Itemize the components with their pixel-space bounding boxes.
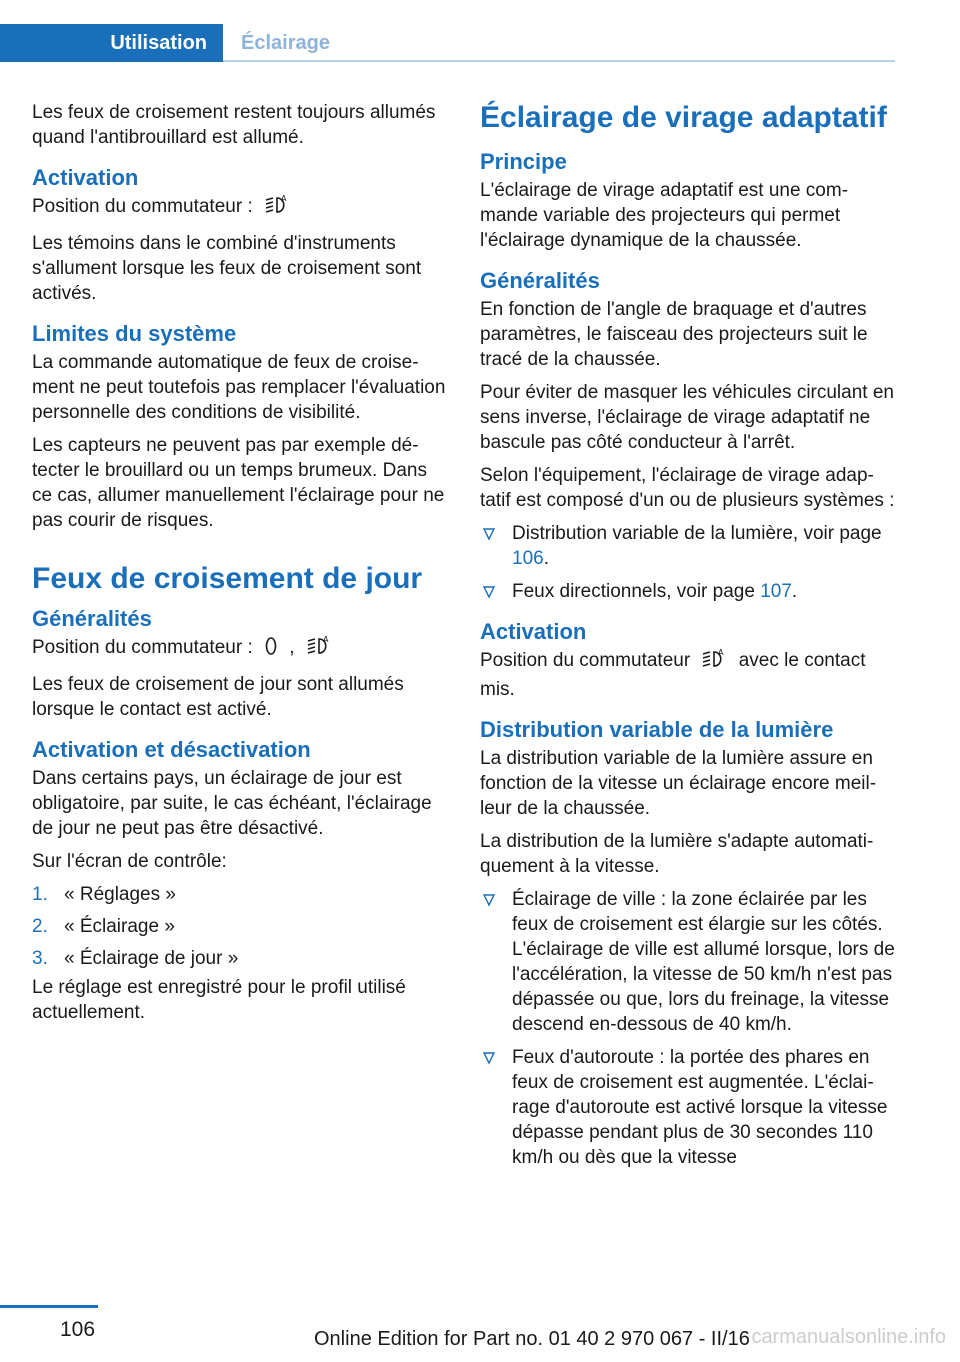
activation-text: Les témoins dans le combiné d'instruments s'allument lorsque les feux de croisement sont activés. xyxy=(32,233,422,304)
feux-jour-title: Feux de croisement de jour xyxy=(32,562,423,595)
list-item-text: Feux directionnels, voir page xyxy=(512,581,755,602)
step-number: 1. xyxy=(32,884,48,905)
intro-paragraph: Les feux de croisement restent toujours allumés quand l'antibrouillard est allumé. xyxy=(32,102,436,148)
watermark: carmanualsonline.info xyxy=(751,1326,946,1348)
right-column xyxy=(480,100,898,1178)
principe-text: L'éclairage de virage adaptatif est une commande variable des projecteurs qui permet l'éclairage dynamique de la chaussée. xyxy=(480,180,849,251)
activation-right-text xyxy=(480,648,898,702)
svg-text:A: A xyxy=(718,648,724,657)
page-number: 106 xyxy=(60,1318,96,1341)
activation-text-after: avec le contact mis. xyxy=(480,650,866,700)
light-switch-zero-icon xyxy=(262,635,280,664)
ecran-controle-text: Sur l'écran de contrôle: xyxy=(32,851,227,872)
activation-desactivation-text: Dans certains pays, un éclairage de jour est obligatoire, par suite, le cas échéant, l'éclairage de jour ne peut pas être désactivé. xyxy=(32,768,432,839)
generalites-paragraph-3: Selon l'équipement, l'éclairage de virage adaptatif est composé d'un ou de plusieurs systèmes : xyxy=(480,465,895,511)
feux-jour-position xyxy=(32,635,450,664)
activation-desactivation-heading: Activation et désactivation xyxy=(32,737,311,762)
svg-text:A: A xyxy=(281,194,287,203)
auto-headlight-icon xyxy=(262,194,292,223)
list-item-end: . xyxy=(543,548,549,569)
activation-right-heading: Activation xyxy=(480,619,587,644)
distribution-heading: Distribution variable de la lumière xyxy=(480,717,834,742)
list-item xyxy=(480,887,898,1037)
feux-jour-generalites-text: Les feux de croisement de jour sont allumés lorsque le contact est activé. xyxy=(32,674,404,720)
principe-heading: Principe xyxy=(480,149,567,174)
distribution-paragraph-2: La distribution de la lumière s'adapte automatiquement à la vitesse. xyxy=(480,831,874,877)
section-tab-utilisation: Utilisation xyxy=(0,24,223,62)
activation-text-before: Position du commutateur xyxy=(480,650,691,671)
closing-paragraph: Le réglage est enregistré pour le profil utilisé actuellement. xyxy=(32,977,406,1023)
settings-steps-list xyxy=(32,882,450,971)
systems-list xyxy=(480,521,898,604)
svg-text:A: A xyxy=(322,635,329,644)
generalites-paragraph-2: Pour éviter de masquer les véhicules circulant en sens inverse, l'éclairage de virage adaptatif ne bascule pas côté conducteur à l'arrêt. xyxy=(480,382,894,453)
footer-divider xyxy=(0,1305,98,1308)
list-item xyxy=(480,579,898,604)
list-item xyxy=(480,521,898,571)
virage-adaptatif-title: Éclairage de virage adaptatif xyxy=(480,101,887,134)
section-tab-eclairage: Éclairage xyxy=(241,31,330,54)
step-label: « Éclairage » xyxy=(64,916,175,937)
edition-info: Online Edition for Part no. 01 40 2 970 067 - II/16 xyxy=(314,1328,750,1350)
list-item xyxy=(32,946,450,971)
auto-headlight-icon xyxy=(699,648,729,677)
header-divider xyxy=(223,60,895,62)
activation-position xyxy=(32,194,450,223)
page-header xyxy=(0,0,960,62)
list-item xyxy=(480,1045,898,1170)
step-number: 2. xyxy=(32,916,48,937)
left-column xyxy=(32,100,450,1033)
step-label: « Réglages » xyxy=(64,884,176,905)
feux-jour-generalites-heading: Généralités xyxy=(32,606,152,631)
bullet-triangle-icon xyxy=(482,1048,496,1073)
icon-separator-comma: , xyxy=(289,637,295,658)
list-item-text: Éclairage de ville : la zone éclairée par les feux de croisement est élargie sur les côtés. L'éclairage de ville est allumé lorsque, lors de l'accélération, la vitesse de 50 km/h n'est pas dépassée ou que, lors du freinage, la vitesse descend en-dessous de 40 km/h. xyxy=(512,889,895,1035)
limites-heading: Limites du système xyxy=(32,321,237,346)
list-item xyxy=(32,882,450,907)
limites-paragraph-1: La commande automatique de feux de croisement ne peut toutefois pas remplacer l'évaluation personnelle des conditions de visibilité. xyxy=(32,352,446,423)
list-item-text: Feux d'autoroute : la portée des phares en feux de croisement est augmentée. L'éclairage d'autoroute est activé lorsque la vitesse dépasse pendant plus de 30 secondes 110 km/h ou dès que la vitesse xyxy=(512,1047,888,1168)
bullet-triangle-icon xyxy=(482,890,496,915)
auto-headlight-icon xyxy=(304,635,334,664)
generalites-paragraph-1: En fonction de l'angle de braquage et d'autres paramètres, le faisceau des projecteurs suit le tracé de la chaussée. xyxy=(480,299,868,370)
step-label: « Éclairage de jour » xyxy=(64,948,239,969)
list-item-text: Distribution variable de la lumière, voir page xyxy=(512,523,882,544)
feux-jour-position-label: Position du commutateur : xyxy=(32,637,253,658)
activation-position-label: Position du commutateur : xyxy=(32,196,253,217)
page-link-107[interactable]: 107 xyxy=(760,581,792,602)
limites-paragraph-2: Les capteurs ne peuvent pas par exemple détecter le brouillard ou un temps brumeux. Dans ce cas, allumer manuellement l'éclairage pour ne pas courir de risques. xyxy=(32,435,445,531)
distribution-paragraph-1: La distribution variable de la lumière assure en fonction de la vitesse un éclairage encore meilleur de la chaussée. xyxy=(480,748,877,819)
list-item-end: . xyxy=(791,581,798,602)
bullet-triangle-icon xyxy=(482,582,496,607)
bullet-triangle-icon xyxy=(482,524,496,549)
step-number: 3. xyxy=(32,948,48,969)
distribution-list xyxy=(480,887,898,1170)
activation-heading: Activation xyxy=(32,165,139,190)
page-link-106[interactable]: 106 xyxy=(512,548,544,569)
list-item xyxy=(32,914,450,939)
generalites-heading: Généralités xyxy=(480,268,600,293)
